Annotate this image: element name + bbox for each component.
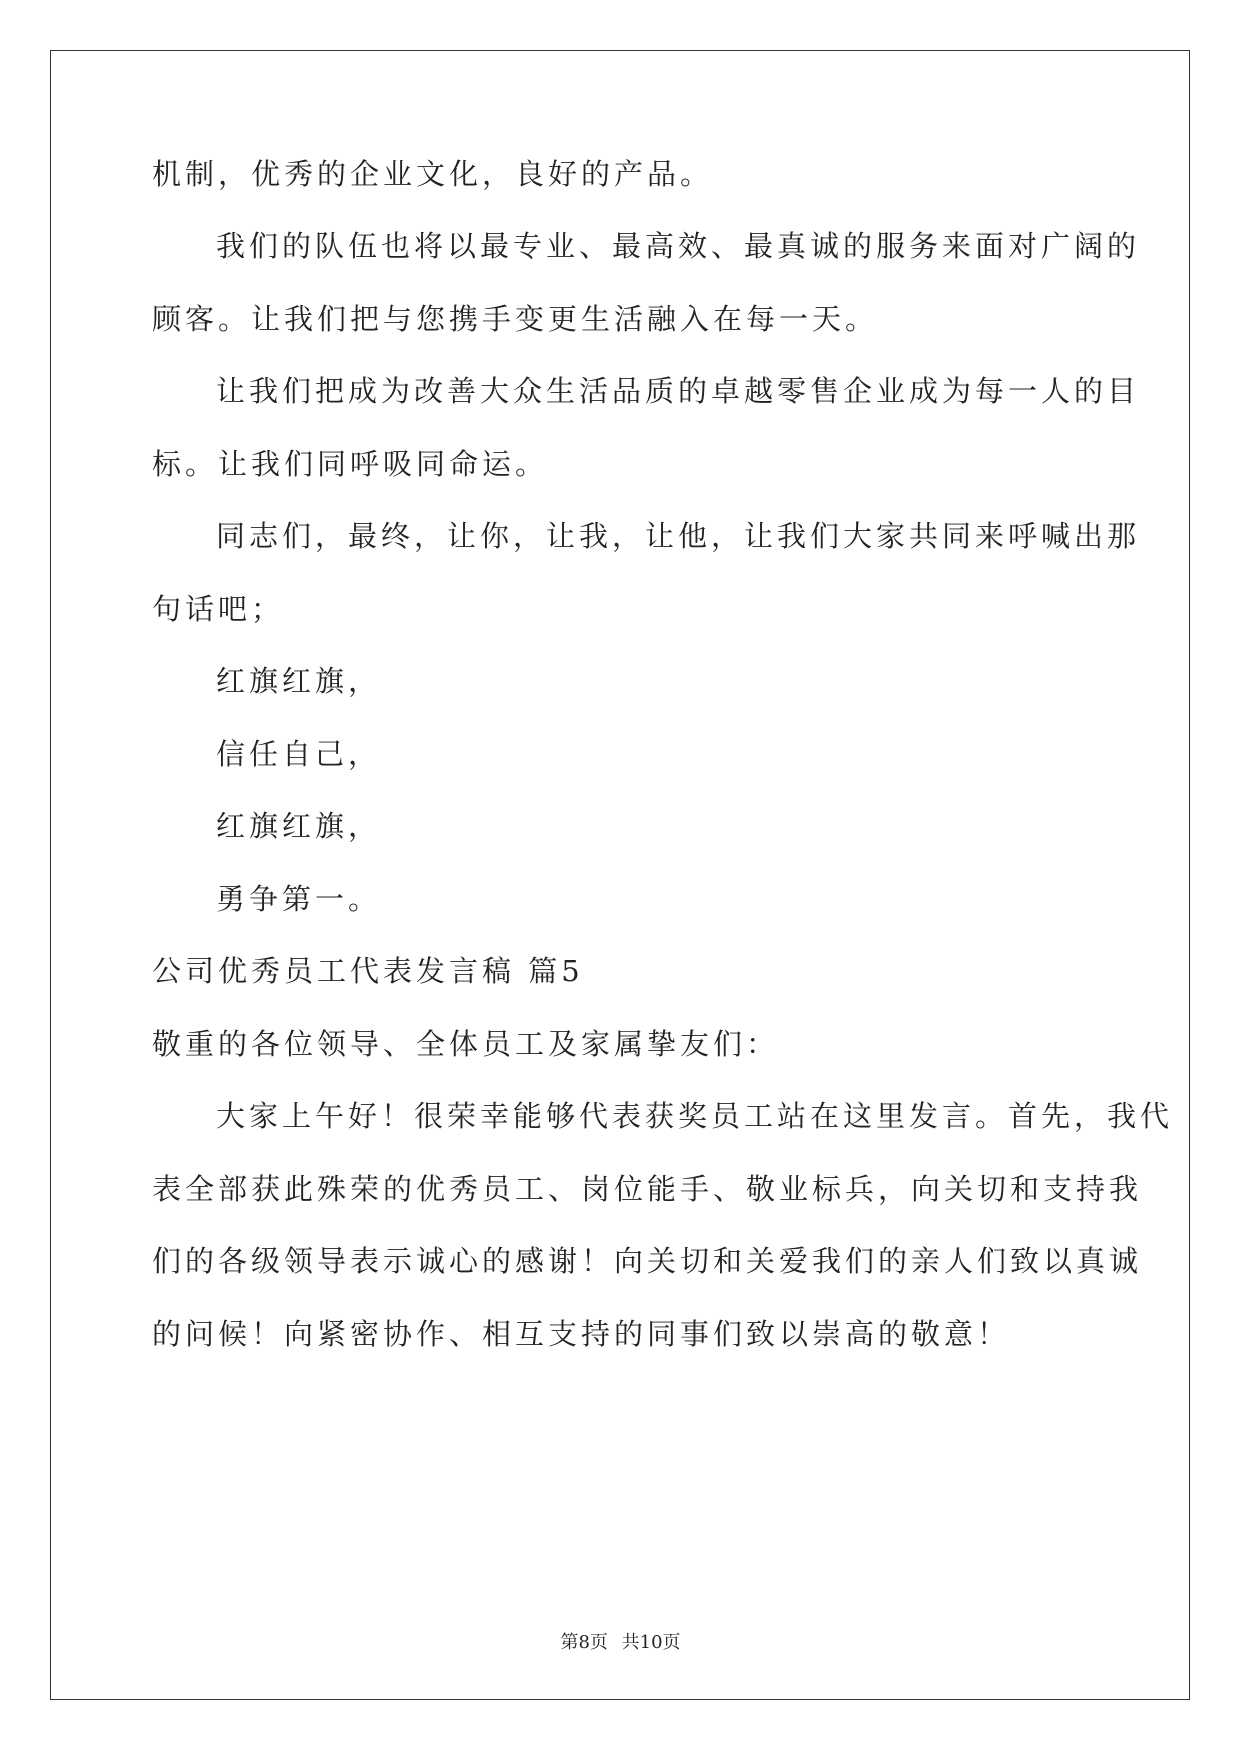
paragraph-line: 句话吧； <box>152 592 285 626</box>
page-number: 第8页 <box>560 1632 608 1653</box>
paragraph-line: 们的各级领导表示诚心的感谢！向关切和关爱我们的亲人们致以真诚 <box>152 1244 1143 1278</box>
paragraph-line: 表全部获此殊荣的优秀员工、岗位能手、敬业标兵，向关切和支持我 <box>152 1172 1143 1206</box>
salutation: 敬重的各位领导、全体员工及家属挚友们： <box>152 1027 780 1061</box>
paragraph-line: 信任自己， <box>216 737 382 771</box>
paragraph-line: 大家上午好！很荣幸能够代表获奖员工站在这里发言。首先，我代 <box>216 1099 1174 1133</box>
paragraph-line: 同志们，最终，让你，让我，让他，让我们大家共同来呼喊出那 <box>216 519 1141 553</box>
total-pages: 共10页 <box>621 1632 681 1653</box>
paragraph-line: 标。让我们同呼吸同命运。 <box>152 447 549 481</box>
paragraph-line: 我们的队伍也将以最专业、最高效、最真诚的服务来面对广阔的 <box>216 229 1141 263</box>
paragraph-line: 的问候！向紧密协作、相互支持的同事们致以崇高的敬意！ <box>152 1317 1011 1351</box>
paragraph-line: 红旗红旗， <box>216 809 382 843</box>
paragraph-line: 勇争第一。 <box>216 882 382 916</box>
section-heading: 公司优秀员工代表发言稿 篇5 <box>152 954 584 988</box>
page-frame <box>50 50 1190 1700</box>
page-footer <box>0 1628 1241 1654</box>
paragraph-line: 红旗红旗， <box>216 664 382 698</box>
paragraph-line: 顾客。让我们把与您携手变更生活融入在每一天。 <box>152 302 879 336</box>
paragraph-line: 机制，优秀的企业文化，良好的产品。 <box>152 157 714 191</box>
paragraph-line: 让我们把成为改善大众生活品质的卓越零售企业成为每一人的目 <box>216 374 1141 408</box>
